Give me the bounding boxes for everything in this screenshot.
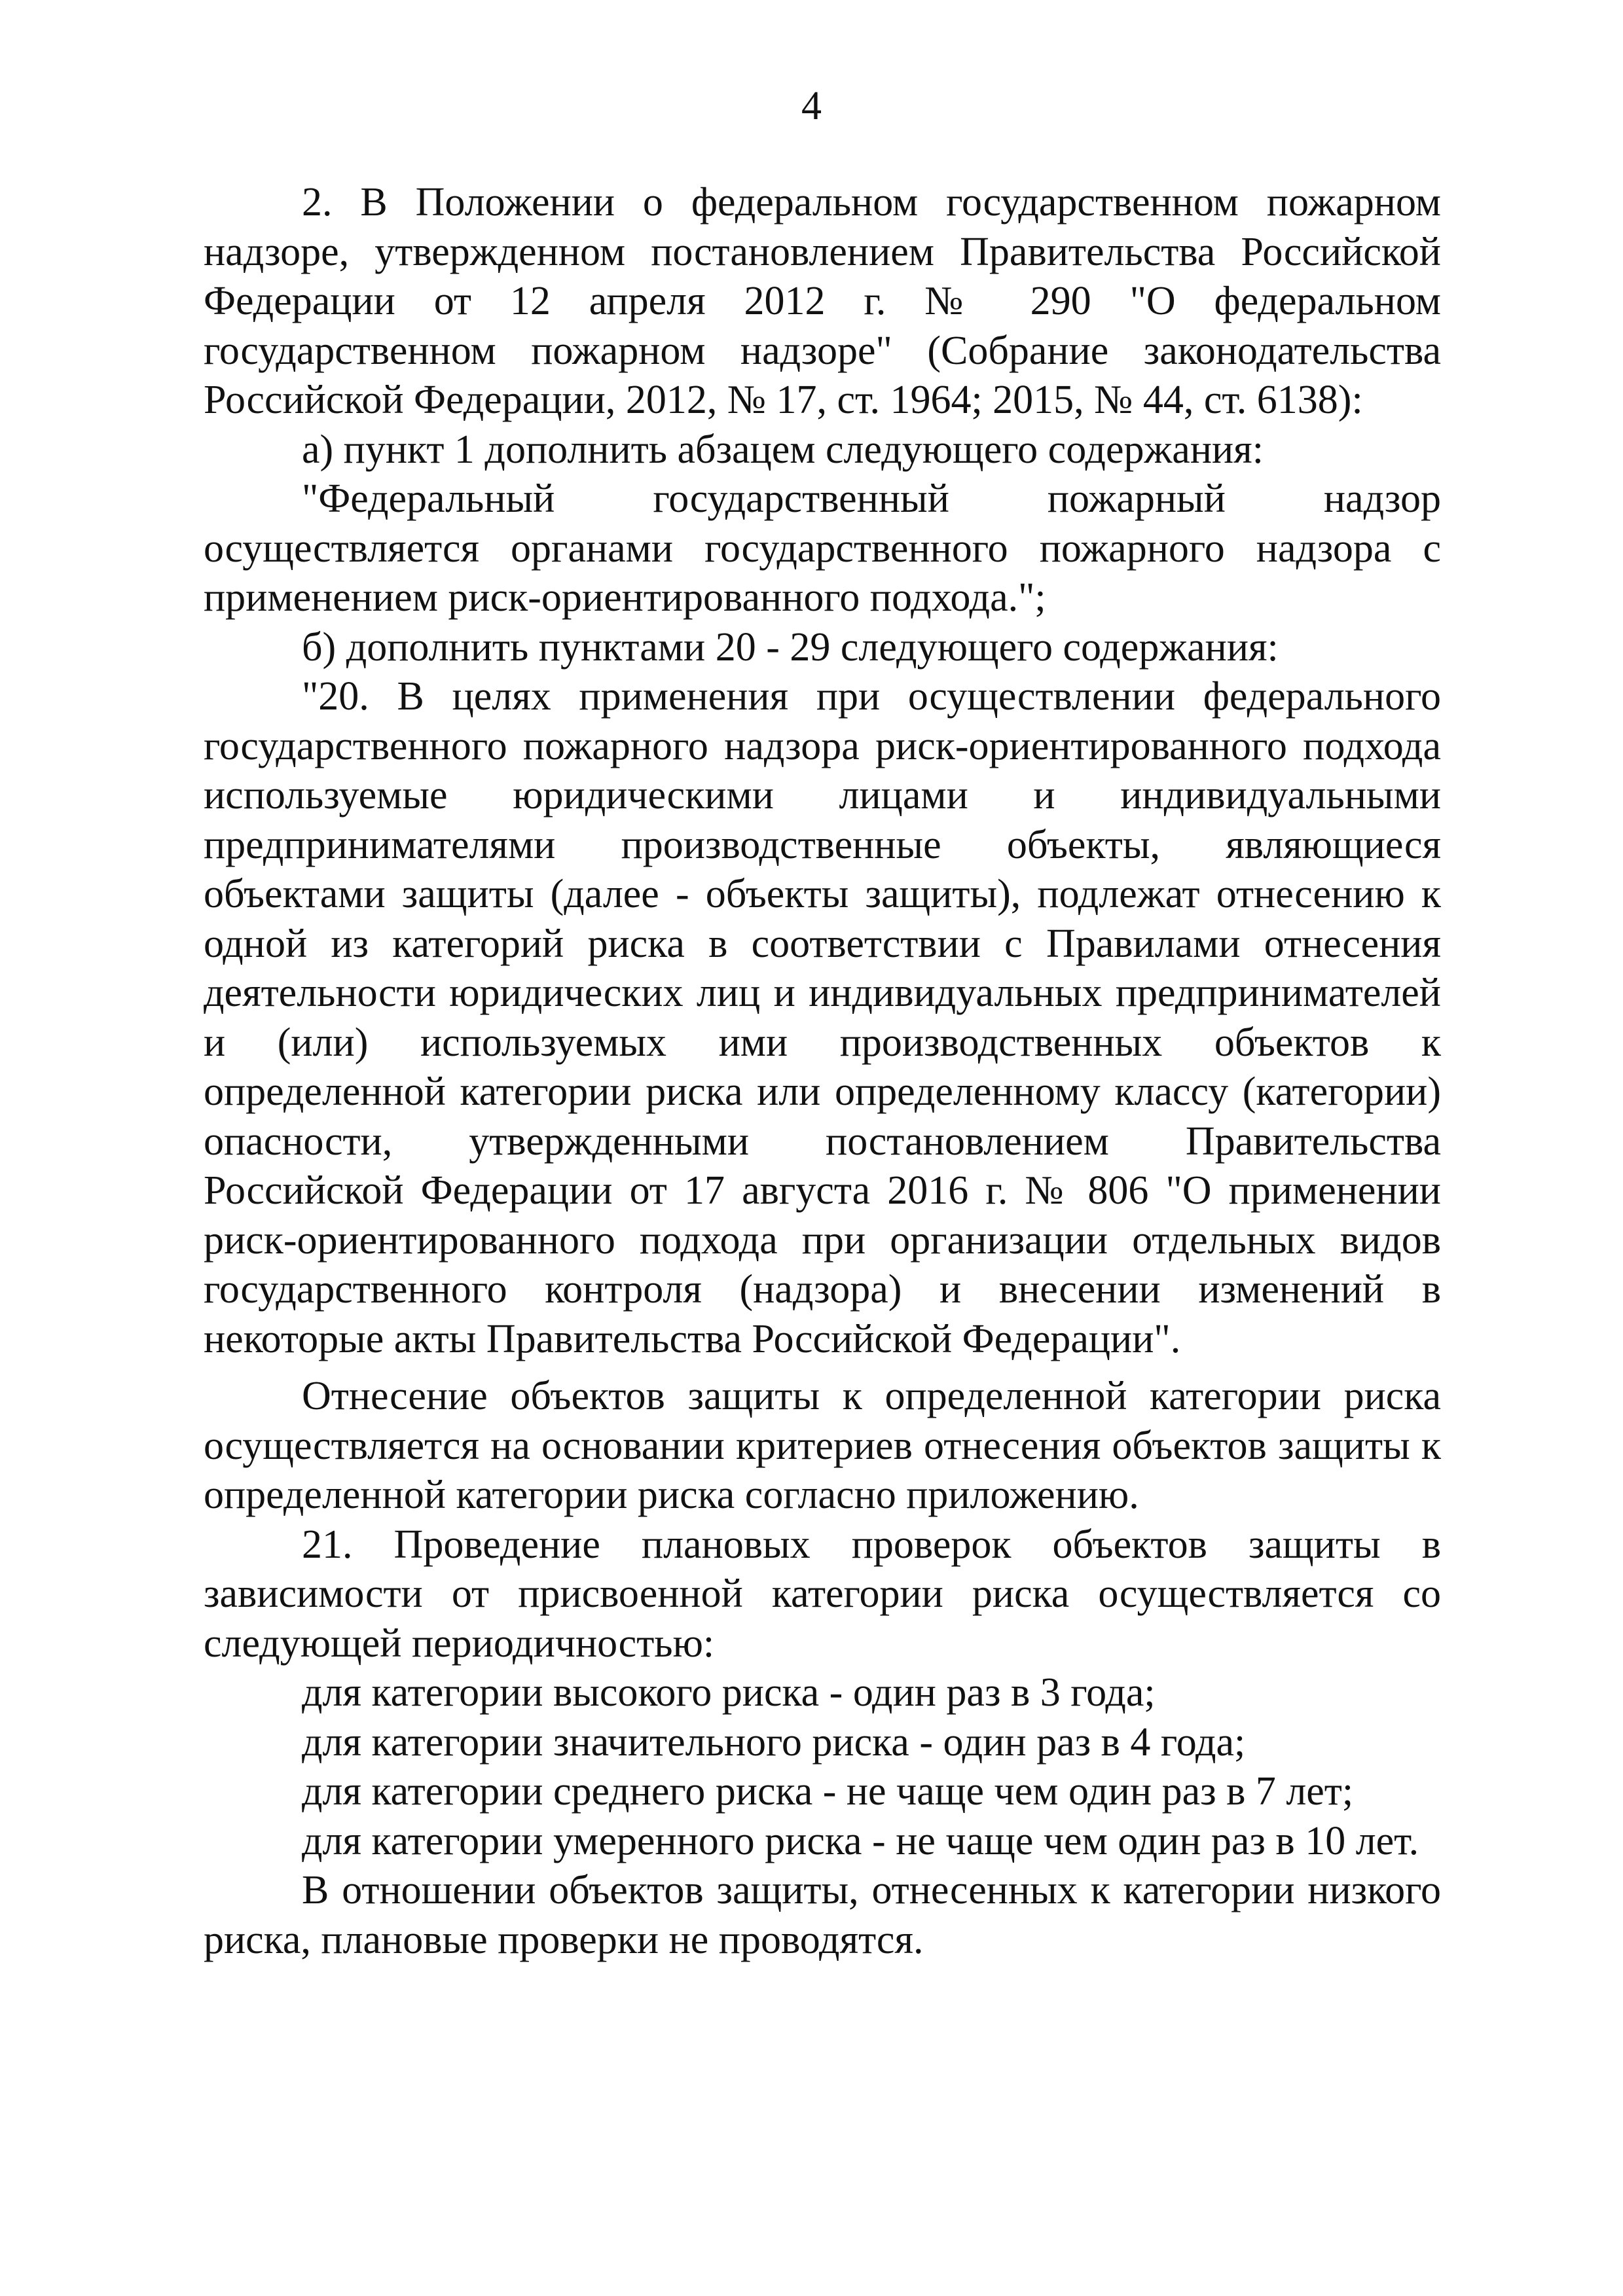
list-item-medium-risk: для категории среднего риска - не чаще чем один раз в 7 лет; [302, 1769, 1354, 1814]
page-number: 4 [801, 84, 822, 128]
list-item-high-risk: для категории высокого риска - один раз в 3 года; [302, 1670, 1156, 1715]
paragraph-point-20: "20. В целях применения при осуществлении федерального государственного пожарного надзора риск-ориентированного подхода используемые юридическими лицами и индивидуальными предпринимателями производственные объекты, являющиеся объектами защиты (далее - объекты защиты), подлежат отнесению к одной из категорий риска в соответствии с Правилами отнесения деятельности юридических лиц и индивидуальных предпринимателей и (или) используемых ими производственных объектов к определенной категории риска или определенному классу (категории) опасности, утвержденными постановлением Правительства Российской Федерации от 17 августа 2016 г. № 806 "О применении риск-ориентированного подхода при организации отдельных видов государственного контроля (надзора) и внесении изменений в некоторые акты Правительства Российской Федерации". [204, 674, 1441, 1361]
paragraph-subpoint-a: а) пункт 1 дополнить абзацем следующего содержания: [302, 427, 1264, 472]
list-item-moderate-risk: для категории умеренного риска - не чаще чем один раз в 10 лет. [302, 1818, 1419, 1863]
paragraph-quote-supervision: "Федеральный государственный пожарный надзор осуществляется органами государственного пожарного надзора с применением риск-ориентированного подхода."; [204, 476, 1441, 620]
list-item-significant-risk: для категории значительного риска - один раз в 4 года; [302, 1719, 1246, 1765]
document-body [204, 178, 1441, 1965]
paragraph-amendment-intro: 2. В Положении о федеральном государственном пожарном надзоре, утвержденном постановлением Правительства Российской Федерации от 12 апреля 2012 г. № 290 "О федеральном государственном пожарном надзоре" (Собрание законодательства Российской Федерации, 2012, № 17, ст. 1964; 2015, № 44, ст. 6138): [204, 180, 1441, 422]
paragraph-risk-assignment: Отнесение объектов защиты к определенной категории риска осуществляется на основании критериев отнесения объектов защиты к определенной категории риска согласно приложению. [204, 1374, 1441, 1517]
paragraph-low-risk: В отношении объектов защиты, отнесенных к категории низкого риска, плановые проверки не проводятся. [204, 1868, 1441, 1962]
paragraph-subpoint-b: б) дополнить пунктами 20 - 29 следующего содержания: [302, 624, 1279, 670]
paragraph-point-21: 21. Проведение плановых проверок объектов защиты в зависимости от присвоенной категории риска осуществляется со следующей периодичностью: [204, 1522, 1441, 1666]
